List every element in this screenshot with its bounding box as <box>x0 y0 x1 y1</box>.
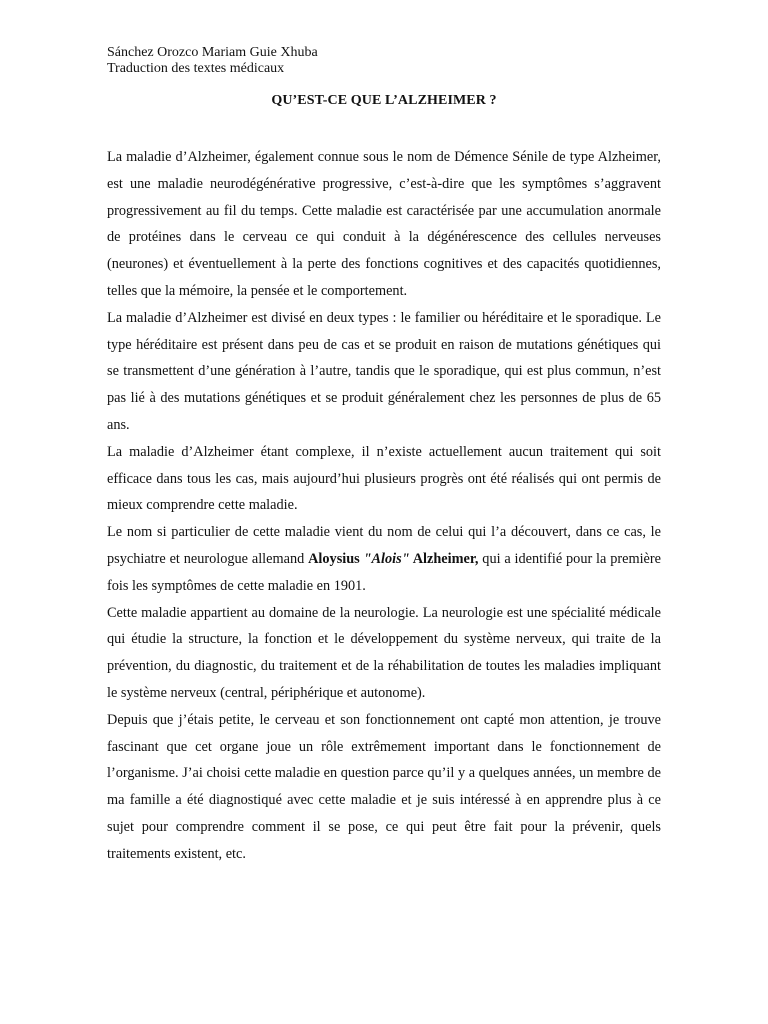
paragraph-name-origin <box>107 519 661 599</box>
paragraph-types: La maladie d’Alzheimer est divisé en deux types : le familier ou héréditaire et le sporadique. Le type héréditaire est présent dans peu de cas et se produit en raison de mutations génétiques qui se transmettent d’une génération à l’autre, tandis que le sporadique, qui est plus commun, n’est pas lié à des mutations génétiques et se produit généralement chez les personnes de plus de 65 ans. <box>107 309 661 433</box>
paragraph-definition: La maladie d’Alzheimer, également connue sous le nom de Démence Sénile de type Alzheimer, est une maladie neurodégénérative progressive, c’est-à-dire que les symptômes s’aggravent progressivement au fil du temps. Cette maladie est caractérisée par une accumulation anormale de protéines dans le cerveau ce qui conduit à la dégénérescence des cellules nerveuses (neurones) et éventuellement à la perte des fonctions cognitives et des capacités quotidiennes, telles que la mémoire, la pensée et le comportement. <box>107 149 661 299</box>
author-name: Sánchez Orozco Mariam Guie Xhuba <box>107 45 318 60</box>
course-name: Traduction des textes médicaux <box>107 61 285 76</box>
paragraph-treatment: La maladie d’Alzheimer étant complexe, il n’existe actuellement aucun traitement qui soit efficace dans tous les cas, mais aujourd’hui plusieurs progrès ont été réalisés qui ont permis de mieux comprendre cette maladie. <box>107 443 661 514</box>
document-body <box>107 144 661 868</box>
paragraph-name-origin-end: qui a identifié pour la première fois les symptômes de cette maladie en 1901. <box>107 550 661 594</box>
paragraph-name-origin-intro: Le nom si particulier de cette maladie vient du nom de celui qui l’a découvert, dans ce cas, le psychiatre et neurologue allemand <box>107 524 661 567</box>
discoverer-last-name: Alzheimer, <box>409 550 479 567</box>
paragraph-neurology: Cette maladie appartient au domaine de la neurologie. La neurologie est une spécialité médicale qui étudie la structure, la fonction et le développement du système nerveux, qui traite de la prévention, du diagnostic, du traitement et de la réhabilitation de toutes les maladies impliquant le système nerveux (central, périphérique et autonome). <box>107 604 661 701</box>
document-header <box>107 45 318 77</box>
discoverer-nickname: "Alois" <box>363 550 410 567</box>
document-title: QU’EST-CE QUE L’ALZHEIMER ? <box>271 93 497 108</box>
discoverer-first-name: Aloysius <box>308 550 364 567</box>
paragraph-motivation: Depuis que j’étais petite, le cerveau et son fonctionnement ont capté mon attention, je trouve fascinant que cet organe joue un rôle extrêmement important dans le fonctionnement de l’organisme. J’ai choisi cette maladie en question parce qu’il y a quelques années, un membre de ma famille a été diagnostiqué avec cette maladie et je suis intéressé à en apprendre plus à ce sujet pour comprendre comment il se pose, ce qui peut être fait pour la prévenir, quels traitements existent, etc. <box>107 711 661 862</box>
